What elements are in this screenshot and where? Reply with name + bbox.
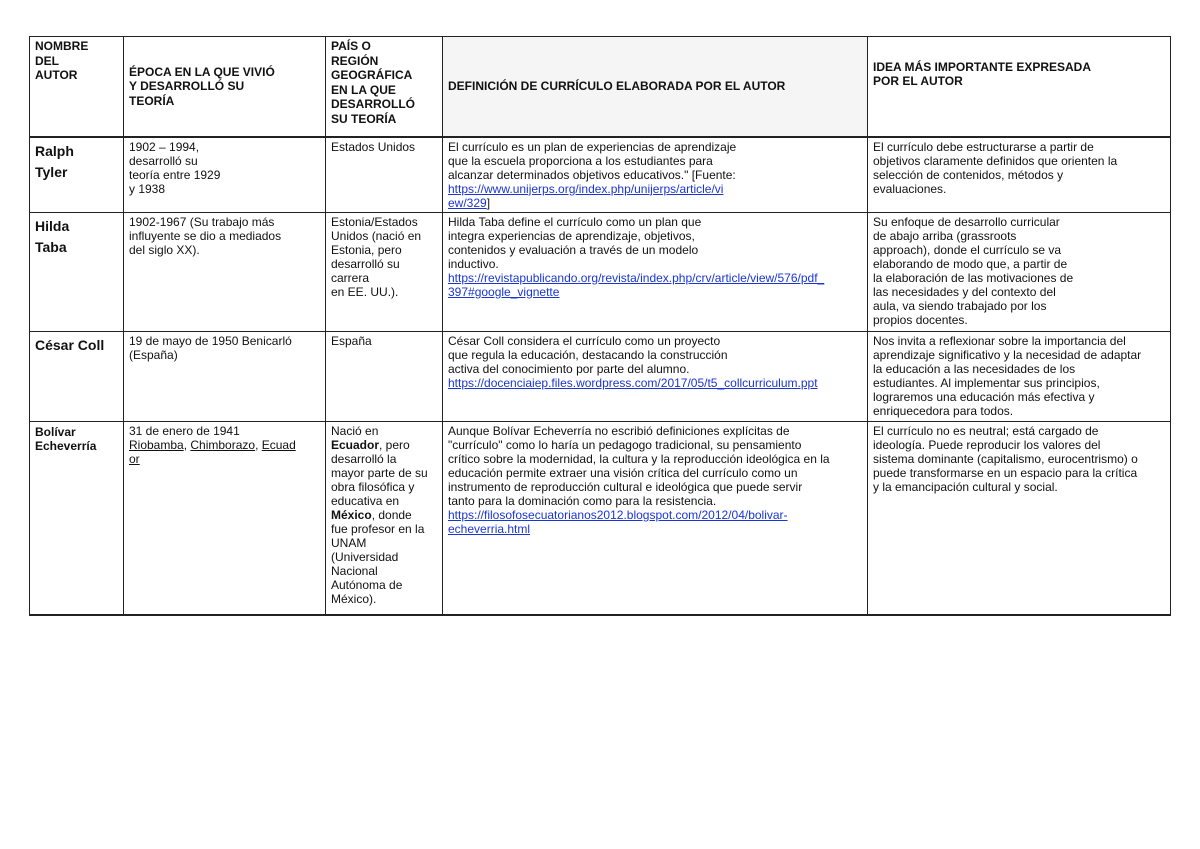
author-name: César Coll: [30, 331, 124, 421]
epoch-cell: 31 de enero de 1941 Riobamba, Chimborazo, Ecuad or: [124, 421, 326, 615]
author-name: Bolívar Echeverría: [30, 421, 124, 615]
place-link-ecuador-continued[interactable]: or: [129, 451, 140, 466]
epoch-cell: 1902 – 1994, desarrolló su teoría entre 1929 y 1938: [124, 137, 326, 213]
author-name: Ralph Tyler: [30, 137, 124, 213]
curriculum-authors-table: [29, 36, 1171, 616]
source-link-continued[interactable]: 397#google_vignette: [448, 284, 560, 299]
idea-cell: Su enfoque de desarrollo curricular de abajo arriba (grassroots approach), donde el currículo se va elaborando de modo que, a partir de la elaboración de las motivaciones de las necesidades y del contexto del aula, va siendo trabajado por los propios docentes.: [868, 212, 1171, 331]
epoch-cell: 19 de mayo de 1950 Benicarló (España): [124, 331, 326, 421]
source-link[interactable]: https://filosofosecuatorianos2012.blogspot.com/2012/04/bolivar-: [448, 507, 788, 522]
header-idea: IDEA MÁS IMPORTANTE EXPRESADA POR EL AUTOR: [868, 37, 1171, 137]
place-link-chimborazo[interactable]: Chimborazo: [190, 437, 256, 452]
source-link[interactable]: https://www.unijerps.org/index.php/unijerps/article/vi: [448, 181, 724, 196]
author-name: Hilda Taba: [30, 212, 124, 331]
place-link-riobamba[interactable]: Riobamba: [129, 437, 184, 452]
header-epoch: ÉPOCA EN LA QUE VIVIÓ Y DESARROLLÓ SU TEORÍA: [124, 37, 326, 137]
header-region: PAÍS O REGIÓN GEOGRÁFICA EN LA QUE DESARROLLÓ SU TEORÍA: [326, 37, 443, 137]
header-author: NOMBRE DEL AUTOR: [30, 37, 124, 137]
idea-cell: El currículo debe estructurarse a partir de objetivos claramente definidos que orienten la selección de contenidos, métodos y evaluaciones.: [868, 137, 1171, 213]
idea-cell: El currículo no es neutral; está cargado de ideología. Puede reproducir los valores del sistema dominante (capitalismo, eurocentrismo) o puede transformarse en un espacio para la crítica y la emancipación cultural y social.: [868, 421, 1171, 615]
table-row: [30, 137, 1171, 213]
header-definition: DEFINICIÓN DE CURRÍCULO ELABORADA POR EL AUTOR: [443, 37, 868, 137]
source-link[interactable]: https://revistapublicando.org/revista/index.php/crv/article/view/576/pdf_: [448, 270, 825, 285]
region-cell: Nació en Ecuador, pero desarrolló la mayor parte de su obra filosófica y educativa en México, donde fue profesor en la UNAM (Universidad Nacional Autónoma de México).: [326, 421, 443, 615]
table-header-row: [30, 37, 1171, 137]
definition-cell: Hilda Taba define el currículo como un plan que integra experiencias de aprendizaje, objetivos, contenidos y evaluación a través de un modelo inductivo. https://revistapublicando.org/revista/index.php/crv/article/view/576/pdf_ 397#google_vignette: [443, 212, 868, 331]
region-cell: Estonia/Estados Unidos (nació en Estonia, pero desarrolló su carrera en EE. UU.).: [326, 212, 443, 331]
source-link[interactable]: https://docenciaiep.files.wordpress.com/2017/05/t5_collcurriculum.ppt: [448, 375, 818, 390]
definition-cell: El currículo es un plan de experiencias de aprendizaje que la escuela proporciona a los estudiantes para alcanzar determinados objetivos educativos." [Fuente: https://www.unijerps.org/index.php/unijerps/article/vi ew/329]: [443, 137, 868, 213]
epoch-cell: 1902-1967 (Su trabajo más influyente se dio a mediados del siglo XX).: [124, 212, 326, 331]
table-row: [30, 421, 1171, 615]
place-link-ecuador[interactable]: Ecuad: [261, 437, 296, 452]
region-cell: España: [326, 331, 443, 421]
definition-cell: César Coll considera el currículo como un proyecto que regula la educación, destacando la construcción activa del conocimiento por parte del alumno. https://docenciaiep.files.wordpress.com/2017/05/t5_collcurriculum.ppt: [443, 331, 868, 421]
table-row: [30, 331, 1171, 421]
definition-cell: Aunque Bolívar Echeverría no escribió definiciones explícitas de "currículo" como lo haría un pedagogo tradicional, su pensamiento crítico sobre la modernidad, la cultura y la reproducción ideológica en la educación permite extraer una visión crítica del currículo como un instrumento de reproducción cultural e ideológica que puede servir tanto para la dominación como para la resistencia. https://filosofosecuatorianos2012.blogspot.com/2012/04/bolivar- echeverria.html: [443, 421, 868, 615]
table-row: [30, 212, 1171, 331]
source-link-continued[interactable]: ew/329: [448, 195, 487, 210]
idea-cell: Nos invita a reflexionar sobre la importancia del aprendizaje significativo y la necesidad de adaptar la educación a las necesidades de los estudiantes. Al implementar sus principios, lograremos una educación más efectiva y enriquecedora para todos.: [868, 331, 1171, 421]
source-link-continued[interactable]: echeverria.html: [448, 521, 531, 536]
region-cell: Estados Unidos: [326, 137, 443, 213]
